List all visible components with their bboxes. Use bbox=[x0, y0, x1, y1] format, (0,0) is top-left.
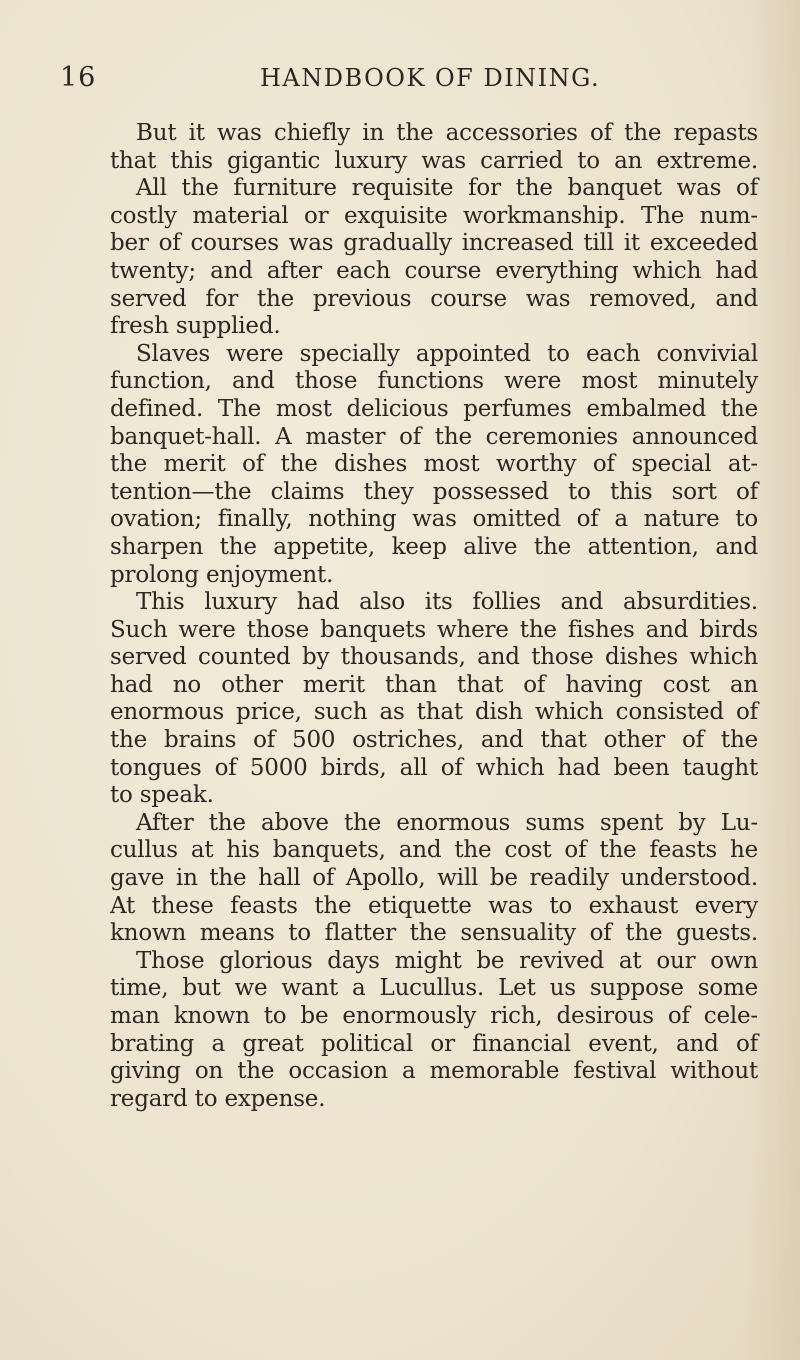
text-line: banquet-hall. A master of the ceremonies announced bbox=[110, 423, 758, 450]
text-line: ovation; finally, nothing was omitted of a nature to bbox=[110, 506, 758, 533]
text-line: tention—the claims they possessed to this sort of bbox=[110, 478, 758, 505]
body-text bbox=[110, 120, 758, 1113]
text-line: served for the previous course was removed, and bbox=[110, 285, 758, 312]
text-line: giving on the occasion a memorable festival without bbox=[110, 1058, 758, 1085]
text-line: the merit of the dishes most worthy of special at- bbox=[110, 451, 758, 478]
text-line: fresh supplied. bbox=[110, 313, 281, 340]
text-line: brating a great political or financial event, and of bbox=[110, 1030, 758, 1057]
text-line: Slaves were specially appointed to each convivial bbox=[136, 340, 758, 367]
text-line: cullus at his banquets, and the cost of the feasts he bbox=[110, 837, 758, 864]
text-line: sharpen the appetite, keep alive the attention, and bbox=[110, 533, 758, 560]
text-line: that this gigantic luxury was carried to an extreme. bbox=[110, 147, 758, 174]
text-line: twenty; and after each course everything which had bbox=[110, 257, 758, 284]
text-line: gave in the hall of Apollo, will be readily understood. bbox=[110, 865, 758, 892]
text-line: At these feasts the etiquette was to exhaust every bbox=[110, 892, 758, 919]
text-line: had no other merit than that of having cost an bbox=[110, 671, 758, 698]
text-line: ber of courses was gradually increased till it exceeded bbox=[110, 230, 758, 257]
text-line: time, but we want a Lucullus. Let us suppose some bbox=[110, 975, 758, 1002]
running-head: HANDBOOK OF DINING. bbox=[260, 64, 601, 92]
text-line: tongues of 5000 birds, all of which had been taught bbox=[110, 754, 758, 781]
text-line: But it was chiefly in the accessories of the repasts bbox=[136, 120, 758, 146]
text-line: known means to flatter the sensuality of the guests. bbox=[110, 920, 758, 947]
page-number: 16 bbox=[60, 62, 97, 93]
page-header bbox=[60, 62, 700, 102]
text-line: prolong enjoyment. bbox=[110, 561, 334, 588]
text-line: regard to expense. bbox=[110, 1085, 326, 1112]
text-line: the brains of 500 ostriches, and that other of the bbox=[110, 727, 758, 754]
text-line: to speak. bbox=[110, 782, 214, 809]
text-line: Such were those banquets where the fishes and birds bbox=[110, 616, 758, 643]
text-line: function, and those functions were most minutely bbox=[110, 368, 758, 395]
text-line: served counted by thousands, and those dishes which bbox=[110, 644, 758, 671]
text-line: costly material or exquisite workmanship. The num- bbox=[110, 202, 758, 229]
text-line: Those glorious days might be revived at our own bbox=[136, 947, 758, 974]
text-line: This luxury had also its follies and absurdities. bbox=[136, 589, 758, 616]
text-line: After the above the enormous sums spent by Lu- bbox=[136, 809, 758, 836]
text-line: All the furniture requisite for the banquet was of bbox=[136, 175, 758, 202]
text-line: defined. The most delicious perfumes embalmed the bbox=[110, 395, 758, 422]
text-line: enormous price, such as that dish which consisted of bbox=[110, 699, 758, 726]
text-line: man known to be enormously rich, desirous of cele- bbox=[110, 1003, 758, 1029]
